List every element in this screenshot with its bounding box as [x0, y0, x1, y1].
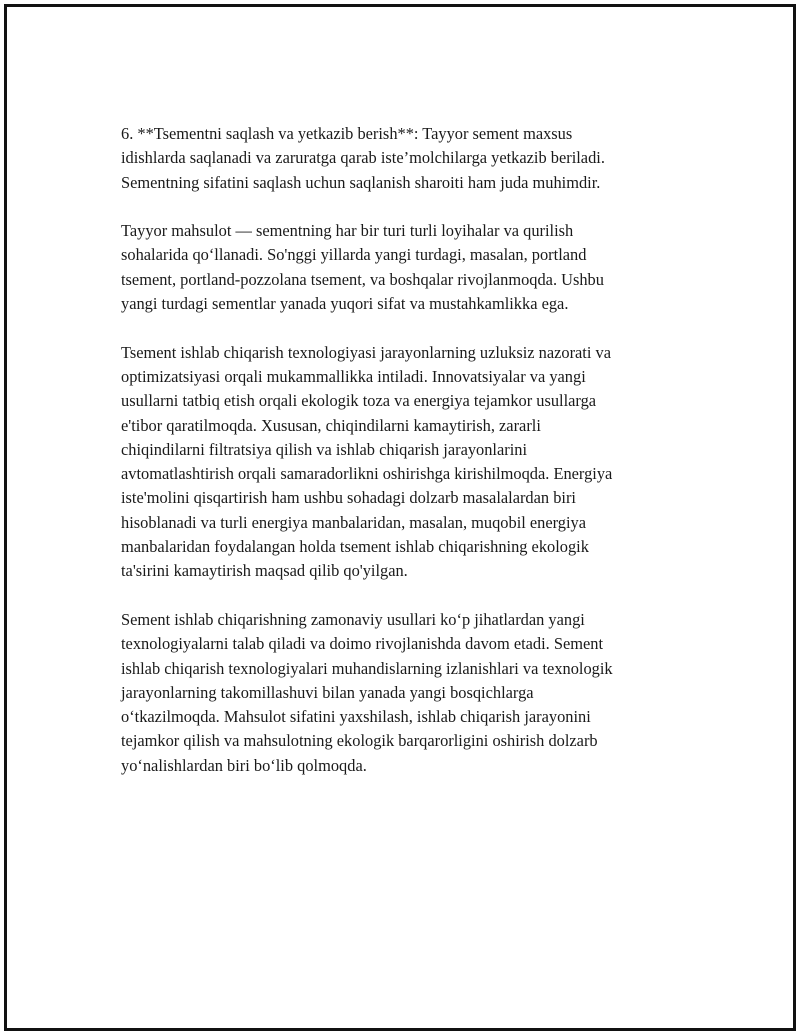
paragraph-cement-storage: 6. **Tsementni saqlash va yetkazib berish**: Tayyor sement maxsus idishlarda saqlanadi va zaruratga qarab iste’molchilarga yetkazib beriladi. Sementning sifatini saqlash uchun saqlanish sharoiti ham juda muhimdir. [121, 124, 605, 192]
paragraph-finished-product: Tayyor mahsulot — sementning har bir turi turli loyihalar va qurilish sohalarida qo‘llanadi. So'nggi yillarda yangi turdagi, masalan, portland tsement, portland-pozzolana tsement, va boshqalar rivojlanmoqda. Ushbu yangi turdagi sementlar yanada yuqori sifat va mustahkamlikka ega. [121, 221, 604, 314]
document-page [4, 4, 796, 1031]
paragraph-technology-optimization: Tsement ishlab chiqarish texnologiyasi jarayonlarning uzluksiz nazorati va optimizatsiyasi orqali mukammallikka intiladi. Innovatsiyalar va yangi usullarni tatbiq etish orqali ekologik toza va energiya tejamkor usullarga e'tibor qaratilmoqda. Xususan, chiqindilarni kamaytirish, zararli chiqindilarni filtratsiya qilish va ishlab chiqarish jarayonlarini avtomatlashtirish orqali samaradorlikni oshirishga kirishilmoqda. Energiya iste'molini qisqartirish ham ushbu sohadagi dolzarb masalalardan biri hisoblanadi va turli energiya manbalaridan, masalan, muqobil energiya manbalaridan foydalangan holda tsement ishlab chiqarishning ekologik ta'sirini kamaytirish maqsad qilib qo'yilgan. [121, 342, 613, 581]
paragraph-modern-methods: Sement ishlab chiqarishning zamonaviy usullari ko‘p jihatlardan yangi texnologiyalarni talab qiladi va doimo rivojlanishda davom etadi. Sement ishlab chiqarish texnologiyalari muhandislarning izlanishlari va texnologik jarayonlarning takomillashuvi bilan yanada yangi bosqichlarga o‘tkazilmoqda. Mahsulot sifatini yaxshilash, ishlab chiqarish jarayonini tejamkor qilish va mahsulotning ekologik barqarorligini oshirish dolzarb yo‘nalishlardan biri bo‘lib qolmoqda. [121, 609, 613, 775]
document-body [121, 122, 681, 802]
